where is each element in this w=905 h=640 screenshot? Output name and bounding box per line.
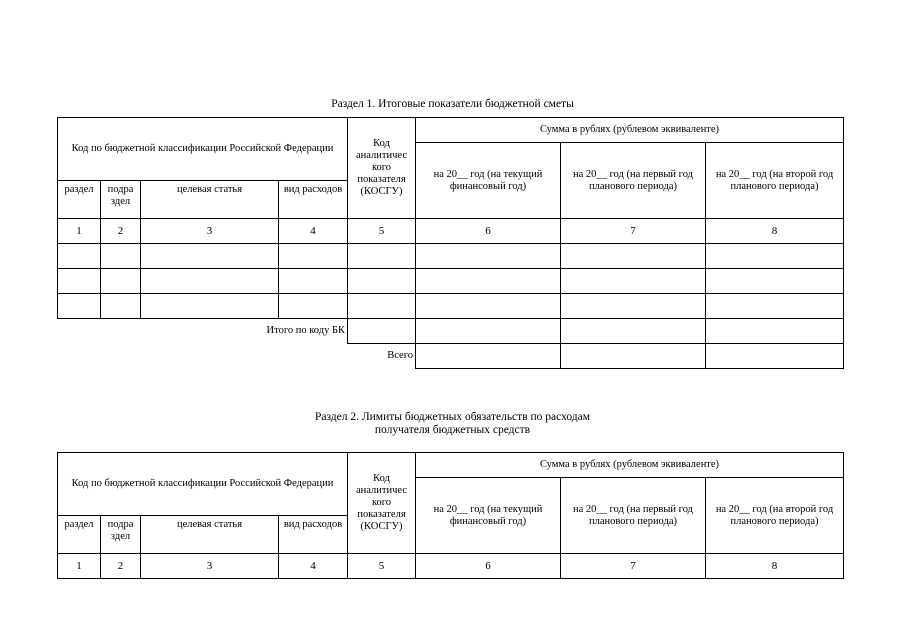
- table-cell[interactable]: [561, 269, 706, 294]
- section-2-title: [0, 411, 905, 437]
- table-cell[interactable]: [58, 294, 101, 319]
- table-cell[interactable]: [101, 269, 141, 294]
- table-cell[interactable]: [101, 244, 141, 269]
- table-cell[interactable]: [58, 269, 101, 294]
- table-cell[interactable]: [348, 294, 416, 319]
- total-bk-label: Итого по коду БК: [58, 319, 348, 344]
- column-number: 2: [101, 554, 141, 579]
- column-numbers-row: [58, 219, 844, 244]
- column-numbers-row: [58, 554, 844, 579]
- celevaya-header: целевая статья: [141, 181, 279, 219]
- razdel-header: раздел: [58, 516, 101, 554]
- analytic-code-header: Код аналитичес кого показателя (КОСГУ): [348, 453, 416, 554]
- table-cell[interactable]: [416, 344, 561, 369]
- budget-summary-table: [57, 117, 844, 369]
- analytic-code-header: Код аналитичес кого показателя (КОСГУ): [348, 118, 416, 219]
- sum-header: Сумма в рублях (рублевом эквиваленте): [416, 118, 844, 143]
- bk-code-header: Код по бюджетной классификации Российской Федерации: [58, 118, 348, 181]
- table-cell[interactable]: [416, 319, 561, 344]
- table-cell[interactable]: [416, 244, 561, 269]
- column-number: 3: [141, 219, 279, 244]
- total-bk-row: [58, 319, 844, 344]
- sum-header: Сумма в рублях (рублевом эквиваленте): [416, 453, 844, 478]
- column-number: 1: [58, 219, 101, 244]
- table-cell[interactable]: [348, 319, 416, 344]
- column-number: 2: [101, 219, 141, 244]
- table-cell[interactable]: [416, 294, 561, 319]
- table-cell[interactable]: [561, 319, 706, 344]
- table-cell[interactable]: [279, 269, 348, 294]
- column-number: 4: [279, 219, 348, 244]
- table-row: [58, 244, 844, 269]
- bk-code-header: Код по бюджетной классификации Российской Федерации: [58, 453, 348, 516]
- table-cell[interactable]: [279, 294, 348, 319]
- column-number: 4: [279, 554, 348, 579]
- table-cell[interactable]: [706, 294, 844, 319]
- table-cell[interactable]: [706, 319, 844, 344]
- year-current-header: на 20__ год (на текущий финансовый год): [416, 143, 561, 219]
- column-number: 7: [561, 219, 706, 244]
- table-cell[interactable]: [141, 244, 279, 269]
- column-number: 6: [416, 554, 561, 579]
- table-cell[interactable]: [58, 244, 101, 269]
- table-row: [58, 269, 844, 294]
- table-cell[interactable]: [348, 269, 416, 294]
- column-number: 7: [561, 554, 706, 579]
- section-2-title-line-1: Раздел 2. Лимиты бюджетных обязательств по расходам: [314, 411, 591, 423]
- year-current-header: на 20__ год (на текущий финансовый год): [416, 478, 561, 554]
- table-cell[interactable]: [706, 244, 844, 269]
- grand-total-label: Всего: [58, 344, 416, 369]
- celevaya-header: целевая статья: [141, 516, 279, 554]
- table-row: [58, 294, 844, 319]
- vid-header: вид расходов: [279, 516, 348, 554]
- vid-header: вид расходов: [279, 181, 348, 219]
- table-cell[interactable]: [561, 244, 706, 269]
- column-number: 5: [348, 219, 416, 244]
- table-cell[interactable]: [141, 269, 279, 294]
- year-first-header: на 20__ год (на первый год планового периода): [561, 143, 706, 219]
- column-number: 6: [416, 219, 561, 244]
- table-cell[interactable]: [141, 294, 279, 319]
- table-cell[interactable]: [279, 244, 348, 269]
- podrazdel-header: подра здел: [101, 516, 141, 554]
- column-number: 3: [141, 554, 279, 579]
- table-cell[interactable]: [561, 294, 706, 319]
- year-first-header: на 20__ год (на первый год планового периода): [561, 478, 706, 554]
- column-number: 8: [706, 219, 844, 244]
- column-number: 8: [706, 554, 844, 579]
- budget-limits-table: [57, 452, 844, 579]
- table-cell[interactable]: [561, 344, 706, 369]
- section-2-title-line-2: получателя бюджетных средств: [374, 424, 531, 436]
- year-second-header: на 20__ год (на второй год планового периода): [706, 143, 844, 219]
- podrazdel-header: подра здел: [101, 181, 141, 219]
- year-second-header: на 20__ год (на второй год планового периода): [706, 478, 844, 554]
- grand-total-row: [58, 344, 844, 369]
- column-number: 1: [58, 554, 101, 579]
- table-cell[interactable]: [416, 269, 561, 294]
- razdel-header: раздел: [58, 181, 101, 219]
- table-cell[interactable]: [348, 244, 416, 269]
- table-cell[interactable]: [101, 294, 141, 319]
- table-cell[interactable]: [706, 269, 844, 294]
- section-1-title: Раздел 1. Итоговые показатели бюджетной сметы: [331, 98, 574, 110]
- column-number: 5: [348, 554, 416, 579]
- table-cell[interactable]: [706, 344, 844, 369]
